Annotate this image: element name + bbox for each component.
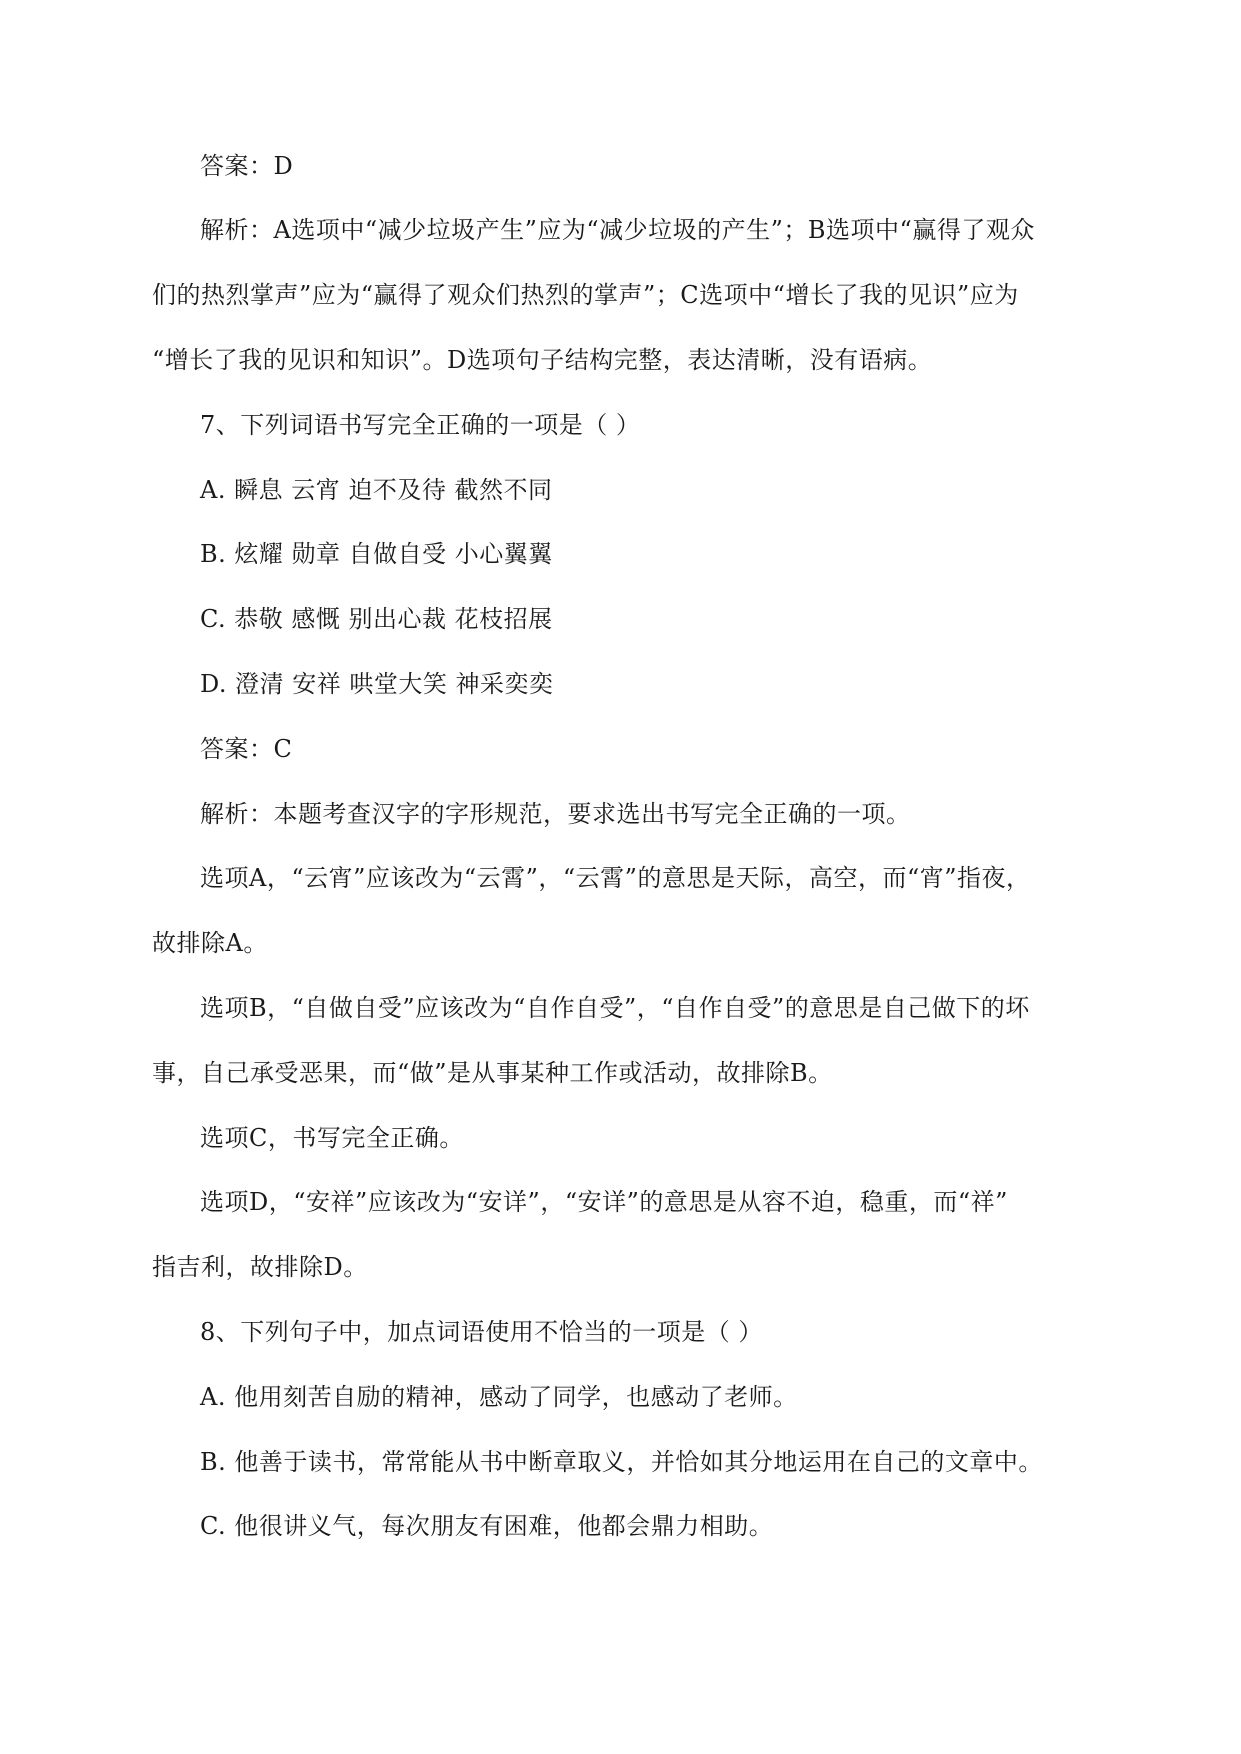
question-7-stem: 7、下列词语书写完全正确的一项是（ ） <box>200 411 641 439</box>
answer-line: 答案：C <box>200 735 293 763</box>
question-7-option-d: D. 澄清 安祥 哄堂大笑 神采奕奕 <box>200 670 554 698</box>
analysis-paragraph-line: 解析：本题考查汉字的字形规范，要求选出书写完全正确的一项。 <box>200 800 911 828</box>
question-7-option-a: A. 瞬息 云宵 迫不及待 截然不同 <box>200 476 553 504</box>
analysis-paragraph-line: 解析：A选项中“减少垃圾产生”应为“减少垃圾的产生”；B选项中“赢得了观众 <box>200 216 1035 244</box>
question-8-option-c: C. 他很讲义气，每次朋友有困难，他都会鼎力相助。 <box>200 1512 774 1540</box>
analysis-paragraph-line: 们的热烈掌声”应为“赢得了观众们热烈的掌声”；C选项中“增长了我的见识”应为 <box>152 281 1019 309</box>
analysis-paragraph-line: 选项B，“自做自受”应该改为“自作自受”，“自作自受”的意思是自己做下的坏 <box>200 994 1030 1022</box>
analysis-paragraph-line: 指吉利，故排除D。 <box>152 1253 368 1281</box>
analysis-paragraph-line: 选项C，书写完全正确。 <box>200 1124 464 1152</box>
analysis-paragraph-line: “增长了我的见识和知识”。D选项句子结构完整，表达清晰，没有语病。 <box>152 346 933 374</box>
question-8-stem: 8、下列句子中，加点词语使用不恰当的一项是（ ） <box>200 1318 763 1346</box>
question-8-option-b: B. 他善于读书，常常能从书中断章取义，并恰如其分地运用在自己的文章中。 <box>200 1448 1043 1476</box>
analysis-paragraph-line: 选项D，“安祥”应该改为“安详”，“安详”的意思是从容不迫，稳重，而“祥” <box>200 1188 1008 1216</box>
question-8-option-a: A. 他用刻苦自励的精神，感动了同学，也感动了老师。 <box>200 1383 798 1411</box>
question-7-option-b: B. 炫耀 勋章 自做自受 小心翼翼 <box>200 540 553 568</box>
question-7-option-c: C. 恭敬 感慨 别出心裁 花枝招展 <box>200 605 553 633</box>
analysis-paragraph-line: 故排除A。 <box>152 929 268 957</box>
analysis-paragraph-line: 事，自己承受恶果，而“做”是从事某种工作或活动，故排除B。 <box>152 1059 833 1087</box>
answer-line: 答案：D <box>200 152 294 180</box>
analysis-paragraph-line: 选项A，“云宵”应该改为“云霄”，“云霄”的意思是天际，高空，而“宵”指夜， <box>200 864 1031 892</box>
